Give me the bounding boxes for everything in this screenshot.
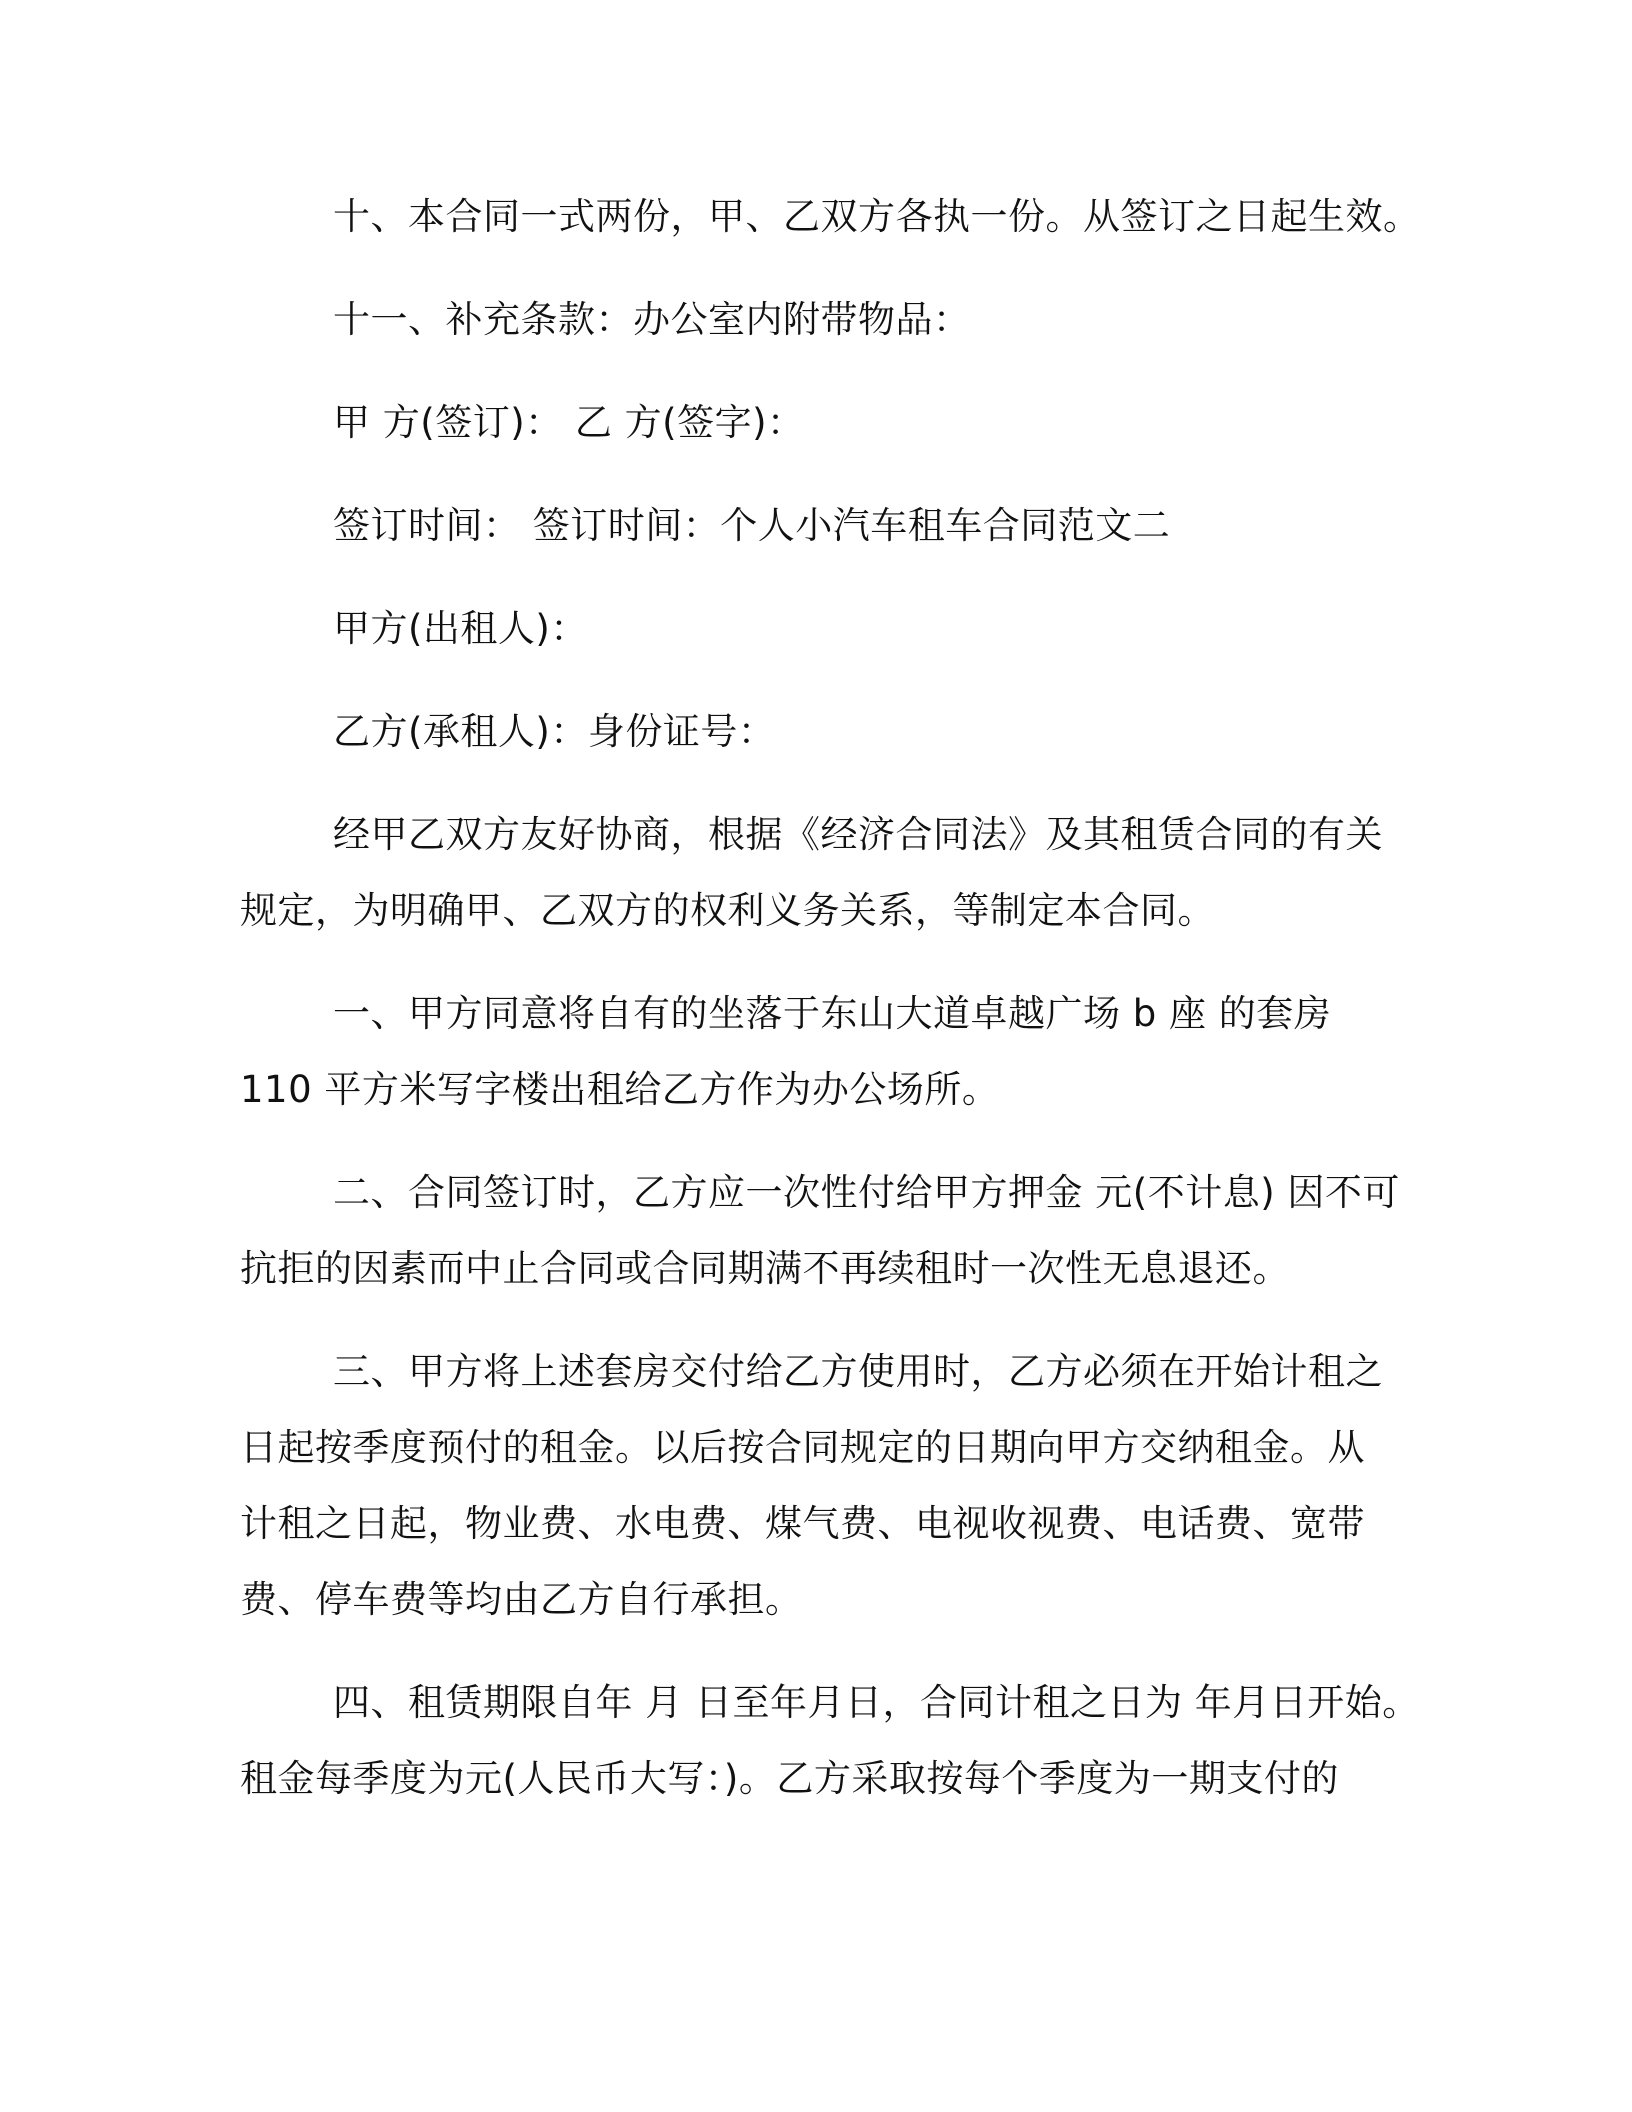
signing-date-line: 签订时间： 签订时间：个人小汽车租车合同范文二 [333,504,1171,547]
clause-10-line: 十、本合同一式两份，甲、乙双方各执一份。从签订之日起生效。 [333,195,1421,238]
clause-3-line-1: 三、甲方将上述套房交付给乙方使用时，乙方必须在开始计租之 [333,1350,1383,1393]
lessor-line: 甲方(出租人)： [333,607,588,650]
clause-2-line-1: 二、合同签订时，乙方应一次性付给甲方押金 元(不计息) 因不可 [333,1171,1400,1214]
preamble-line-1: 经甲乙双方友好协商，根据《经济合同法》及其租赁合同的有关 [333,813,1383,856]
clause-11-line: 十一、补充条款：办公室内附带物品： [333,298,971,341]
signature-line: 甲 方(签订)： 乙 方(签字)： [333,401,805,444]
clause-3-line-2: 日起按季度预付的租金。以后按合同规定的日期向甲方交纳租金。从 [240,1426,1365,1469]
clause-1-line-2: 110 平方米写字楼出租给乙方作为办公场所。 [240,1068,1000,1111]
clause-3-line-4: 费、停车费等均由乙方自行承担。 [240,1578,803,1621]
clause-1-line-1: 一、甲方同意将自有的坐落于东山大道卓越广场 b 座 的套房 [333,992,1332,1035]
lessee-line: 乙方(承租人)：身份证号： [333,710,776,753]
clause-4-line-1: 四、租赁期限自年 月 日至年月日，合同计租之日为 年月日开始。 [333,1681,1420,1724]
preamble-line-2: 规定，为明确甲、乙双方的权利义务关系，等制定本合同。 [240,889,1215,932]
clause-4-line-2: 租金每季度为元(人民币大写：)。乙方采取按每个季度为一期支付的 [240,1757,1339,1800]
clause-3-line-3: 计租之日起，物业费、水电费、煤气费、电视收视费、电话费、宽带 [240,1502,1365,1545]
clause-2-line-2: 抗拒的因素而中止合同或合同期满不再续租时一次性无息退还。 [240,1247,1290,1290]
